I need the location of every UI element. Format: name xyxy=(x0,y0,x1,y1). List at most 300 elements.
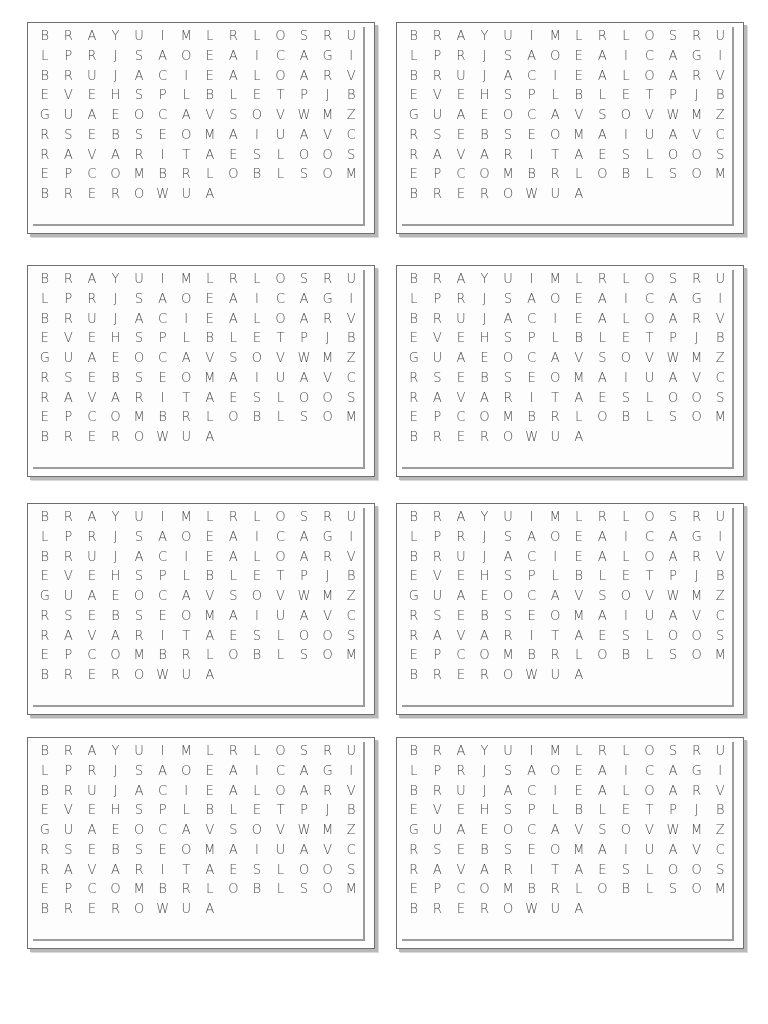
grid-letter: J xyxy=(113,530,118,546)
grid-letter: S xyxy=(503,331,513,347)
grid-letter: G xyxy=(322,292,333,308)
grid-letter: R xyxy=(323,744,333,760)
grid-letter: E xyxy=(252,331,262,347)
grid-letter: P xyxy=(64,764,73,780)
grid-letter: R xyxy=(63,901,73,917)
grid-letter: A xyxy=(668,68,678,84)
grid-letter: O xyxy=(275,272,286,288)
grid-letter: B xyxy=(480,842,489,858)
grid-letter: M xyxy=(549,744,561,760)
grid-letter: P xyxy=(64,882,73,898)
grid-letter: A xyxy=(299,549,309,565)
grid-letter: Y xyxy=(111,272,120,288)
grid-letter: A xyxy=(480,147,489,163)
grid-letter: C xyxy=(527,823,537,839)
grid-letter: R xyxy=(63,311,73,327)
grid-letter: O xyxy=(550,842,561,858)
grid-letter: R xyxy=(456,292,466,308)
grid-letter: O xyxy=(691,147,702,163)
grid-letter: C xyxy=(527,68,537,84)
grid-letter: E xyxy=(111,589,120,605)
grid-letter: A xyxy=(299,608,309,624)
grid-letter: L xyxy=(551,331,559,347)
grid-letter: B xyxy=(40,549,50,565)
grid-letter: L xyxy=(622,783,630,799)
grid-letter: V xyxy=(692,842,702,858)
grid-letter: A xyxy=(668,127,678,143)
grid-letter: L xyxy=(551,569,559,585)
grid-letter: E xyxy=(621,88,631,104)
grid-letter: W xyxy=(156,429,170,445)
grid-letter: U xyxy=(550,667,560,683)
grid-letter: C xyxy=(527,783,537,799)
grid-letter: S xyxy=(598,823,607,839)
grid-letter: E xyxy=(409,882,418,898)
grid-letter: C xyxy=(715,127,725,143)
grid-letter: E xyxy=(456,803,466,819)
grid-letter: O xyxy=(181,608,192,624)
grid-letter: L xyxy=(645,167,654,183)
grid-letter: U xyxy=(275,370,286,386)
grid-letter: S xyxy=(299,882,309,898)
grid-letter: R xyxy=(550,167,560,183)
grid-letter: O xyxy=(110,648,121,664)
grid-letter: U xyxy=(134,29,144,45)
grid-letter: A xyxy=(205,862,215,878)
grid-letter: I xyxy=(624,49,628,65)
word-search-card-2 xyxy=(396,22,744,234)
grid-letter: M xyxy=(133,882,145,898)
grid-letter: A xyxy=(87,589,97,605)
grid-letter: O xyxy=(597,648,608,664)
grid-letter: L xyxy=(206,882,214,898)
grid-letter: O xyxy=(644,783,655,799)
grid-letter: U xyxy=(346,510,356,526)
grid-letter: B xyxy=(346,88,356,104)
grid-letter: A xyxy=(111,862,120,878)
grid-letter: A xyxy=(205,429,215,445)
grid-letter: S xyxy=(598,589,607,605)
grid-letter: S xyxy=(229,823,238,839)
grid-letter: O xyxy=(550,127,561,143)
grid-letter: I xyxy=(349,292,354,308)
grid-letter: R xyxy=(63,68,73,84)
grid-letter: R xyxy=(110,429,121,445)
grid-letter: R xyxy=(110,901,121,917)
grid-letter: A xyxy=(527,764,537,780)
grid-letter: I xyxy=(529,272,534,288)
grid-letter: C xyxy=(158,589,168,605)
grid-letter: A xyxy=(299,49,309,65)
grid-letter: L xyxy=(182,88,190,104)
grid-letter: E xyxy=(409,167,418,183)
grid-letter: B xyxy=(574,88,584,104)
grid-letter: B xyxy=(40,429,50,445)
grid-letter: W xyxy=(297,351,311,367)
grid-letter: P xyxy=(300,331,308,347)
grid-letter: S xyxy=(134,292,144,308)
grid-letter: E xyxy=(229,628,238,644)
grid-letter: L xyxy=(206,272,214,288)
grid-letter: I xyxy=(718,292,723,308)
grid-letter: U xyxy=(432,589,443,605)
grid-letter: V xyxy=(574,589,584,605)
grid-letter: I xyxy=(529,147,534,163)
grid-letter: C xyxy=(456,882,466,898)
grid-letter: E xyxy=(480,823,489,839)
grid-letter: V xyxy=(456,147,466,163)
grid-letter: L xyxy=(622,510,630,526)
grid-letter: T xyxy=(645,569,654,585)
grid-letter: Y xyxy=(480,510,489,526)
grid-letter: W xyxy=(666,823,680,839)
grid-letter: J xyxy=(482,783,487,799)
grid-letter: R xyxy=(409,390,419,406)
grid-letter: R xyxy=(409,628,419,644)
grid-letter: V xyxy=(87,390,97,406)
grid-letter: U xyxy=(715,744,725,760)
grid-letter: T xyxy=(645,88,654,104)
grid-letter: U xyxy=(181,667,191,683)
grid-letter: S xyxy=(716,862,725,878)
grid-letter: S xyxy=(621,862,631,878)
grid-letter: E xyxy=(574,783,583,799)
grid-letter: U xyxy=(87,68,97,84)
grid-letter: U xyxy=(181,186,191,202)
grid-letter: L xyxy=(551,88,559,104)
grid-letter: O xyxy=(110,882,121,898)
grid-letter: C xyxy=(158,108,168,124)
grid-letter: L xyxy=(645,628,654,644)
grid-letter: A xyxy=(299,783,309,799)
grid-letter: S xyxy=(229,589,238,605)
grid-letter: O xyxy=(502,823,514,839)
grid-letter: E xyxy=(456,127,466,143)
grid-letter: W xyxy=(156,667,170,683)
grid-letter: A xyxy=(205,390,215,406)
grid-letter: V xyxy=(276,351,285,367)
grid-letter: O xyxy=(479,410,490,426)
grid-letter: L xyxy=(276,390,285,406)
grid-letter: A xyxy=(299,370,309,386)
grid-letter: R xyxy=(409,147,419,163)
grid-letter: U xyxy=(456,311,466,327)
grid-letter: L xyxy=(645,147,654,163)
grid-letter: C xyxy=(275,530,286,546)
grid-letter: C xyxy=(527,351,537,367)
grid-letter: V xyxy=(456,390,466,406)
grid-letter: I xyxy=(529,29,534,45)
grid-letter: U xyxy=(644,127,655,143)
grid-letter: J xyxy=(113,292,118,308)
grid-letter: S xyxy=(299,648,309,664)
grid-letter: V xyxy=(574,108,584,124)
grid-letter: L xyxy=(575,410,583,426)
grid-letter: M xyxy=(180,272,192,288)
grid-letter: T xyxy=(276,569,285,585)
grid-letter: O xyxy=(133,901,145,917)
grid-letter: L xyxy=(575,882,583,898)
grid-letter: E xyxy=(574,68,583,84)
grid-letter: U xyxy=(63,589,74,605)
grid-letter: U xyxy=(550,901,560,917)
grid-letter: G xyxy=(39,108,50,124)
grid-letter: O xyxy=(691,628,702,644)
grid-letter: A xyxy=(503,311,513,327)
grid-letter: C xyxy=(527,549,537,565)
grid-letter: O xyxy=(251,823,263,839)
grid-letter: V xyxy=(574,823,584,839)
grid-letter: E xyxy=(87,901,97,917)
grid-letter: S xyxy=(134,49,144,65)
grid-letter: G xyxy=(322,530,333,546)
grid-letter: C xyxy=(644,292,655,308)
word-search-card-4 xyxy=(396,265,744,477)
grid-letter: O xyxy=(550,764,561,780)
grid-letter: L xyxy=(206,410,214,426)
grid-letter: L xyxy=(622,272,630,288)
grid-letter: B xyxy=(346,803,356,819)
grid-letter: Z xyxy=(346,351,356,367)
grid-letter: L xyxy=(253,510,261,526)
grid-letter: V xyxy=(323,127,333,143)
grid-letter: S xyxy=(229,108,238,124)
grid-letter: E xyxy=(480,351,489,367)
grid-letter: B xyxy=(40,272,50,288)
grid-letter: R xyxy=(323,311,333,327)
grid-letter: U xyxy=(134,744,144,760)
grid-letter: L xyxy=(229,88,237,104)
grid-letter: R xyxy=(432,783,442,799)
grid-letter: I xyxy=(529,862,534,878)
grid-letter: O xyxy=(502,108,514,124)
grid-letter: B xyxy=(252,167,262,183)
grid-letter: V xyxy=(63,803,73,819)
grid-letter: P xyxy=(300,88,308,104)
grid-letter: G xyxy=(39,351,50,367)
grid-letter: A xyxy=(574,628,584,644)
grid-letter: C xyxy=(644,764,655,780)
grid-letter: R xyxy=(479,667,490,683)
grid-letter: O xyxy=(298,628,310,644)
grid-letter: A xyxy=(668,292,678,308)
grid-letter: A xyxy=(299,530,309,546)
grid-letter: S xyxy=(64,370,73,386)
grid-letter: S xyxy=(621,390,631,406)
grid-letter: L xyxy=(206,648,214,664)
grid-letter: E xyxy=(40,569,49,585)
grid-letter: S xyxy=(433,842,442,858)
grid-letter: S xyxy=(134,608,144,624)
grid-letter: B xyxy=(480,608,489,624)
grid-letter: J xyxy=(694,569,699,585)
grid-letter: A xyxy=(228,311,238,327)
grid-letter: P xyxy=(433,410,442,426)
grid-letter: P xyxy=(433,292,442,308)
grid-letter: L xyxy=(253,744,261,760)
letter-grid xyxy=(33,27,363,224)
grid-letter: U xyxy=(87,549,97,565)
grid-letter: B xyxy=(205,803,215,819)
grid-letter: C xyxy=(346,608,356,624)
grid-letter: S xyxy=(503,803,513,819)
grid-letter: P xyxy=(433,167,442,183)
grid-letter: R xyxy=(87,764,97,780)
grid-letter: U xyxy=(181,429,191,445)
grid-letter: L xyxy=(206,510,214,526)
grid-letter: S xyxy=(503,530,513,546)
grid-letter: I xyxy=(255,842,259,858)
grid-letter: E xyxy=(456,608,466,624)
grid-letter: E xyxy=(621,331,631,347)
grid-letter: S xyxy=(503,88,513,104)
grid-letter: W xyxy=(525,186,539,202)
grid-letter: O xyxy=(322,628,333,644)
grid-letter: C xyxy=(158,783,168,799)
grid-letter: J xyxy=(325,88,330,104)
grid-letter: L xyxy=(598,88,606,104)
grid-letter: O xyxy=(275,510,286,526)
grid-letter: G xyxy=(408,351,419,367)
grid-letter: B xyxy=(409,186,419,202)
grid-letter: M xyxy=(345,167,357,183)
grid-letter: G xyxy=(39,589,50,605)
grid-letter: A xyxy=(87,29,97,45)
grid-letter: U xyxy=(456,68,466,84)
grid-letter: Y xyxy=(111,744,120,760)
grid-letter: L xyxy=(253,549,261,565)
grid-letter: B xyxy=(158,882,167,898)
grid-letter: L xyxy=(622,549,630,565)
grid-letter: O xyxy=(181,764,192,780)
grid-letter: Z xyxy=(346,823,356,839)
grid-letter: B xyxy=(409,429,419,445)
grid-letter: R xyxy=(87,530,97,546)
grid-letter: A xyxy=(668,608,678,624)
grid-letter: Y xyxy=(480,744,489,760)
grid-letter: A xyxy=(597,49,607,65)
grid-letter: B xyxy=(252,882,262,898)
letter-grid xyxy=(33,270,363,467)
grid-letter: S xyxy=(668,744,678,760)
grid-letter: B xyxy=(40,29,50,45)
grid-letter: E xyxy=(409,410,418,426)
grid-letter: A xyxy=(597,127,607,143)
grid-letter: A xyxy=(668,783,678,799)
grid-letter: P xyxy=(527,331,536,347)
grid-letter: T xyxy=(645,331,654,347)
grid-letter: S xyxy=(503,608,513,624)
grid-letter: O xyxy=(298,147,310,163)
grid-letter: B xyxy=(111,127,120,143)
grid-letter: A xyxy=(228,127,238,143)
grid-letter: A xyxy=(456,108,466,124)
grid-letter: A xyxy=(574,862,584,878)
grid-letter: T xyxy=(182,390,191,406)
grid-letter: L xyxy=(551,803,559,819)
grid-letter: E xyxy=(456,569,466,585)
grid-letter: W xyxy=(156,186,170,202)
grid-letter: R xyxy=(40,147,50,163)
grid-letter: R xyxy=(409,127,419,143)
grid-letter: A xyxy=(134,549,144,565)
grid-letter: V xyxy=(87,862,97,878)
grid-letter: L xyxy=(41,530,49,546)
grid-letter: P xyxy=(433,764,442,780)
grid-letter: E xyxy=(205,311,214,327)
grid-letter: V xyxy=(63,569,73,585)
grid-letter: E xyxy=(574,764,583,780)
grid-letter: C xyxy=(87,167,97,183)
grid-letter: O xyxy=(644,510,655,526)
grid-letter: V xyxy=(346,549,356,565)
grid-letter: E xyxy=(40,803,49,819)
grid-letter: U xyxy=(432,108,443,124)
grid-letter: V xyxy=(432,569,442,585)
grid-letter: G xyxy=(691,764,702,780)
grid-letter: R xyxy=(409,862,419,878)
grid-letter: S xyxy=(134,569,144,585)
grid-letter: B xyxy=(480,370,489,386)
grid-letter: S xyxy=(503,292,513,308)
grid-letter: S xyxy=(621,147,631,163)
grid-letter: A xyxy=(456,272,466,288)
grid-letter: S xyxy=(668,29,678,45)
grid-letter: A xyxy=(597,608,607,624)
grid-letter: A xyxy=(597,549,607,565)
grid-letter: V xyxy=(692,127,702,143)
grid-letter: S xyxy=(716,390,725,406)
grid-letter: O xyxy=(228,167,239,183)
grid-letter: R xyxy=(323,68,333,84)
grid-letter: S xyxy=(299,510,309,526)
grid-letter: E xyxy=(456,370,466,386)
word-search-card-1 xyxy=(27,22,375,234)
grid-letter: J xyxy=(482,549,487,565)
grid-letter: S xyxy=(134,331,144,347)
grid-letter: A xyxy=(456,744,466,760)
grid-letter: J xyxy=(113,49,118,65)
grid-letter: J xyxy=(325,569,330,585)
grid-letter: R xyxy=(134,390,144,406)
grid-letter: A xyxy=(87,510,97,526)
grid-letter: E xyxy=(158,127,167,143)
grid-letter: G xyxy=(408,589,419,605)
grid-letter: B xyxy=(205,569,215,585)
grid-letter: O xyxy=(251,589,263,605)
grid-letter: L xyxy=(276,167,285,183)
grid-letter: E xyxy=(598,147,607,163)
grid-letter: V xyxy=(432,803,442,819)
grid-letter: O xyxy=(133,108,145,124)
grid-letter: A xyxy=(574,390,584,406)
grid-letter: A xyxy=(228,68,238,84)
grid-letter: R xyxy=(479,429,490,445)
grid-letter: U xyxy=(87,783,97,799)
grid-letter: R xyxy=(597,510,607,526)
grid-letter: O xyxy=(644,311,655,327)
grid-letter: P xyxy=(527,569,536,585)
grid-letter: L xyxy=(253,68,261,84)
grid-letter: A xyxy=(432,862,442,878)
grid-letter: R xyxy=(456,530,466,546)
grid-letter: S xyxy=(134,764,144,780)
grid-letter: J xyxy=(113,68,118,84)
grid-letter: R xyxy=(40,390,50,406)
grid-letter: U xyxy=(715,510,725,526)
grid-letter: A xyxy=(228,842,238,858)
grid-letter: M xyxy=(204,370,216,386)
